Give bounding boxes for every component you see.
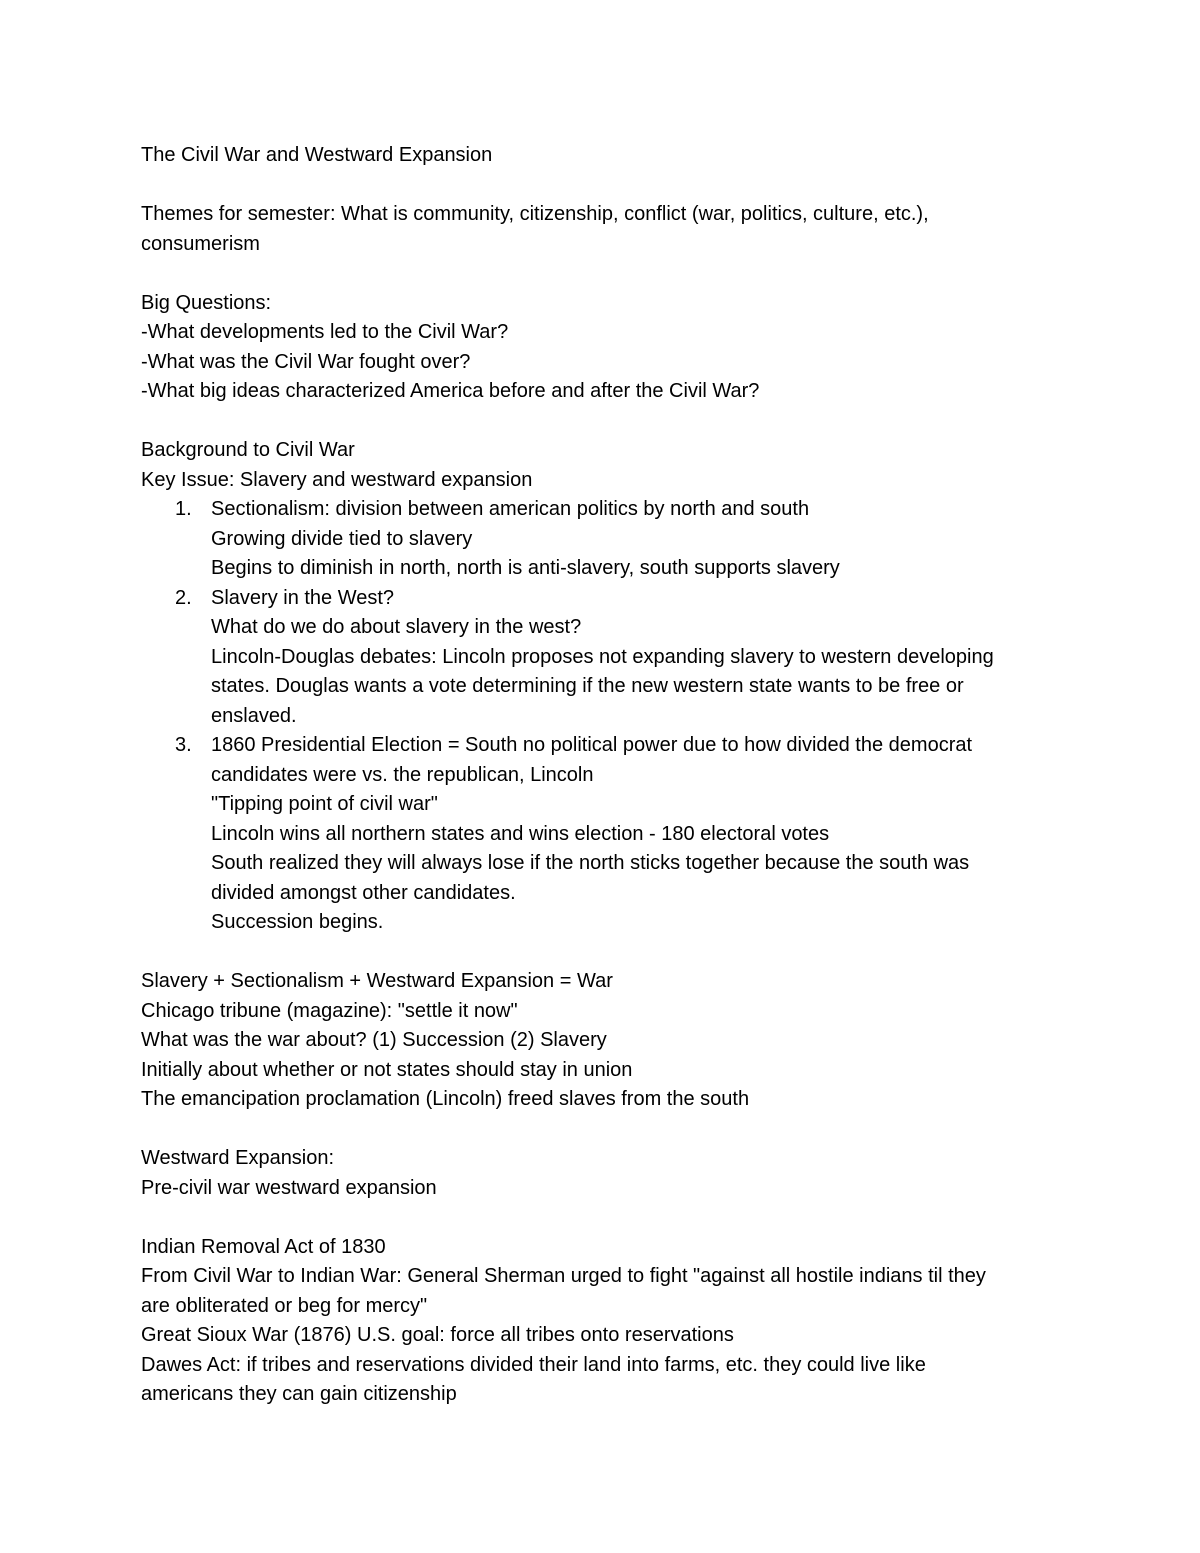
list-item-line: 1860 Presidential Election = South no political power due to how divided the democrat bbox=[211, 734, 973, 756]
indian-heading: Indian Removal Act of 1830 bbox=[141, 1235, 386, 1258]
list-number: 1. bbox=[175, 498, 192, 520]
document-page bbox=[141, 141, 1071, 1410]
themes-line: consumerism bbox=[141, 232, 260, 255]
list-item-line: Lincoln-Douglas debates: Lincoln proposes not expanding slavery to western developing bbox=[211, 645, 994, 668]
list-number: 2. bbox=[175, 586, 192, 609]
question-item: -What big ideas characterized America before and after the Civil War? bbox=[141, 380, 760, 402]
document-title: The Civil War and Westward Expansion bbox=[141, 144, 493, 166]
blank-line bbox=[141, 407, 1071, 437]
list-item-line: enslaved. bbox=[211, 704, 297, 727]
big-questions-section bbox=[141, 289, 1071, 407]
list-item bbox=[141, 495, 1071, 584]
big-questions-heading: Big Questions: bbox=[141, 291, 272, 314]
list-item-line: Growing divide tied to slavery bbox=[211, 527, 473, 550]
westward-heading: Westward Expansion: bbox=[141, 1147, 335, 1169]
westward-section bbox=[141, 1144, 1071, 1203]
indian-section bbox=[141, 1233, 1071, 1410]
themes-section bbox=[141, 200, 1071, 259]
background-numbered-list bbox=[141, 495, 1071, 938]
list-item bbox=[141, 584, 1071, 732]
westward-line: Pre-civil war westward expansion bbox=[141, 1176, 437, 1199]
list-number: 3. bbox=[175, 734, 192, 756]
list-item-line: What do we do about slavery in the west? bbox=[211, 616, 582, 638]
question-item: -What was the Civil War fought over? bbox=[141, 350, 471, 373]
question-item: -What developments led to the Civil War? bbox=[141, 321, 509, 343]
blank-line bbox=[141, 1115, 1071, 1145]
list-item-line: divided amongst other candidates. bbox=[211, 881, 516, 904]
blank-line bbox=[141, 938, 1071, 968]
blank-line bbox=[141, 1203, 1071, 1233]
list-item-line: Begins to diminish in north, north is anti-slavery, south supports slavery bbox=[211, 557, 840, 579]
indian-line: Dawes Act: if tribes and reservations divided their land into farms, etc. they could live like bbox=[141, 1353, 926, 1376]
indian-line: are obliterated or beg for mercy" bbox=[141, 1294, 428, 1317]
war-summary-line: Slavery + Sectionalism + Westward Expansion = War bbox=[141, 970, 613, 992]
indian-line: From Civil War to Indian War: General Sherman urged to fight "against all hostile indians til they bbox=[141, 1265, 986, 1287]
list-item-line: states. Douglas wants a vote determining if the new western state wants to be free or bbox=[211, 675, 964, 697]
key-issue-line: Key Issue: Slavery and westward expansion bbox=[141, 468, 533, 491]
list-item-line: Lincoln wins all northern states and wins election - 180 electoral votes bbox=[211, 822, 830, 845]
list-item-line: Sectionalism: division between american politics by north and south bbox=[211, 498, 810, 520]
blank-line bbox=[141, 259, 1071, 289]
list-item-line: South realized they will always lose if the north sticks together because the south was bbox=[211, 852, 970, 874]
war-summary-section bbox=[141, 967, 1071, 1115]
list-item-line: "Tipping point of civil war" bbox=[211, 793, 438, 815]
war-summary-line: Initially about whether or not states should stay in union bbox=[141, 1058, 633, 1081]
background-heading: Background to Civil War bbox=[141, 439, 355, 461]
background-section bbox=[141, 436, 1071, 938]
war-summary-line: Chicago tribune (magazine): "settle it now" bbox=[141, 999, 518, 1022]
list-item-line: Slavery in the West? bbox=[211, 586, 395, 609]
themes-line: Themes for semester: What is community, citizenship, conflict (war, politics, culture, etc.), bbox=[141, 203, 929, 225]
list-item-line: Succession begins. bbox=[211, 911, 384, 933]
war-summary-line: What was the war about? (1) Succession (2) Slavery bbox=[141, 1029, 607, 1051]
war-summary-line: The emancipation proclamation (Lincoln) freed slaves from the south bbox=[141, 1088, 750, 1110]
blank-line bbox=[141, 171, 1071, 201]
list-item-line: candidates were vs. the republican, Lincoln bbox=[211, 763, 594, 786]
indian-line: americans they can gain citizenship bbox=[141, 1383, 457, 1405]
indian-line: Great Sioux War (1876) U.S. goal: force all tribes onto reservations bbox=[141, 1324, 734, 1346]
list-item bbox=[141, 731, 1071, 938]
